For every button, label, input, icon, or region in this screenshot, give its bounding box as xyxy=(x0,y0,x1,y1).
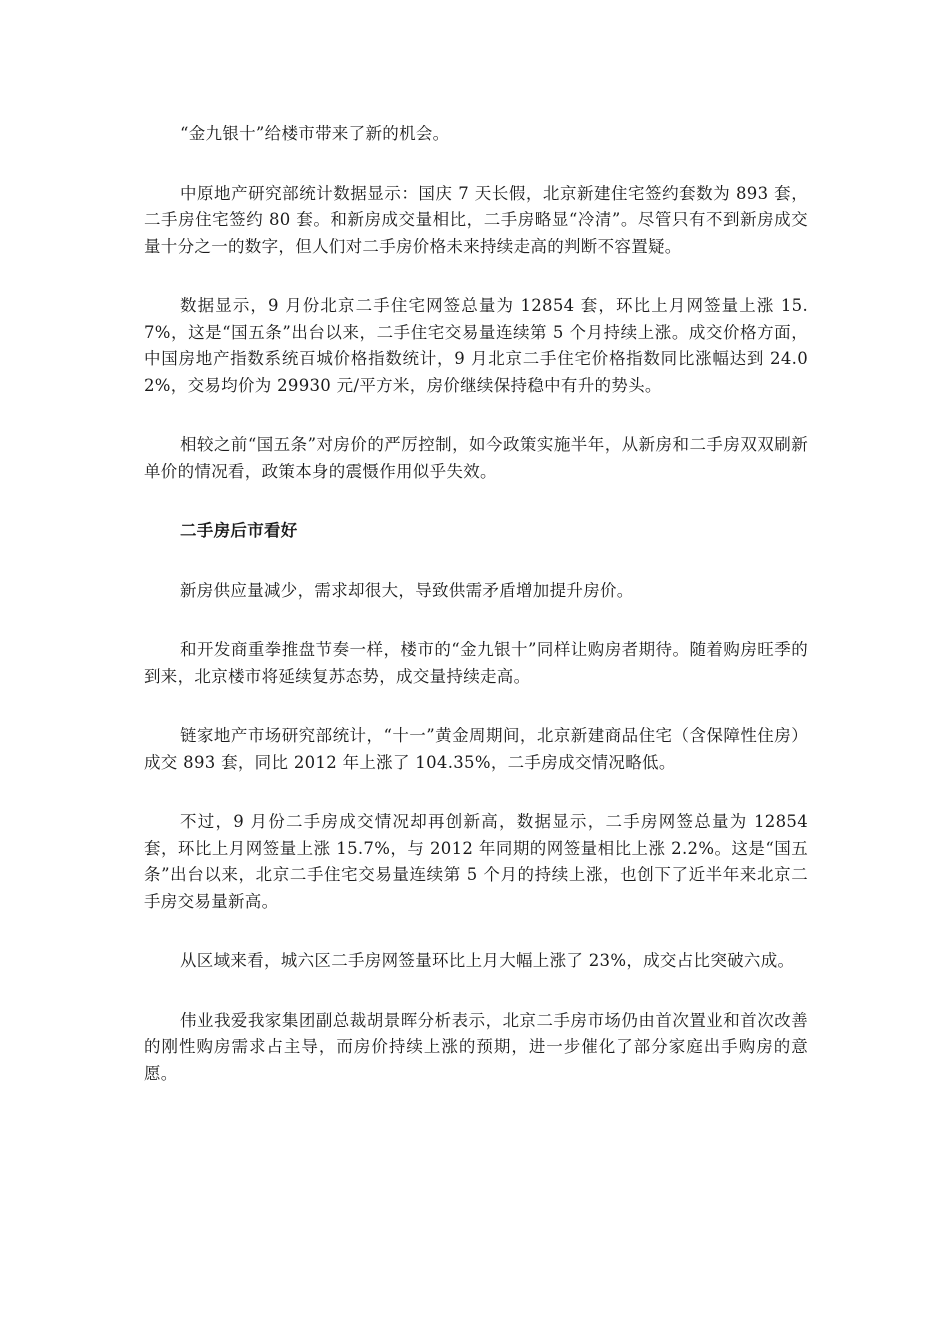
paragraph-regional: 从区域来看，城六区二手房网签量环比上月大幅上涨了 23%，成交占比突破六成。 xyxy=(180,951,795,970)
paragraph-september-data: 数据显示，9 月份北京二手住宅网签总量为 12854 套，环比上月网签量上涨 15.7%，这是“国五条”出台以来，二手住宅交易量连续第 5 个月持续上涨。成交价格方面，中国房地产指数系统百城价格指数统计，9 月北京二手住宅价格指数同比涨幅达到 24.02%，交易均价为 29930 元/平方米，房价继续保持稳中有升的势头。 xyxy=(144,296,808,395)
paragraph-centaline-stats: 中原地产研究部统计数据显示：国庆 7 天长假，北京新建住宅签约套数为 893 套，二手房住宅签约 80 套。和新房成交量相比，二手房略显“冷清”。尽管只有不到新房成交量十分之一的数字，但人们对二手房价格未来持续走高的判断不容置疑。 xyxy=(144,183,808,256)
paragraph-lianjia-stats: 链家地产市场研究部统计，“十一”黄金周期间，北京新建商品住宅（含保障性住房）成交 893 套，同比 2012 年上涨了 104.35%，二手房成交情况略低。 xyxy=(144,726,808,772)
paragraph-intro: “金九银十”给楼市带来了新的机会。 xyxy=(180,124,450,143)
section-heading: 二手房后市看好 xyxy=(180,521,298,540)
paragraph-policy-effect: 相较之前“国五条”对房价的严厉控制，如今政策实施半年，从新房和二手房双双刷新单价的情况看，政策本身的震慑作用似乎失效。 xyxy=(144,435,808,481)
paragraph-supply-demand: 新房供应量减少，需求却很大，导致供需矛盾增加提升房价。 xyxy=(180,580,634,600)
paragraph-second-hand-record: 不过，9 月份二手房成交情况却再创新高，数据显示，二手房网签总量为 12854 套，环比上月网签量上涨 15.7%，与 2012 年同期的网签量相比上涨 2.2%。这是“国五条”出台以来，北京二手住宅交易量连续第 5 个月的持续上涨，也创下了近半年来北京二手房交易量新高。 xyxy=(144,812,808,911)
paragraph-golden-season: 和开发商重拳推盘节奏一样，楼市的“金九银十”同样让购房者期待。随着购房旺季的到来，北京楼市将延续复苏态势，成交量持续走高。 xyxy=(144,640,808,686)
document-page xyxy=(144,121,808,1120)
paragraph-analyst-comment: 伟业我爱我家集团副总裁胡景晖分析表示，北京二手房市场仍由首次置业和首次改善的刚性购房需求占主导，而房价持续上涨的预期，进一步催化了部分家庭出手购房的意愿。 xyxy=(144,1010,808,1083)
